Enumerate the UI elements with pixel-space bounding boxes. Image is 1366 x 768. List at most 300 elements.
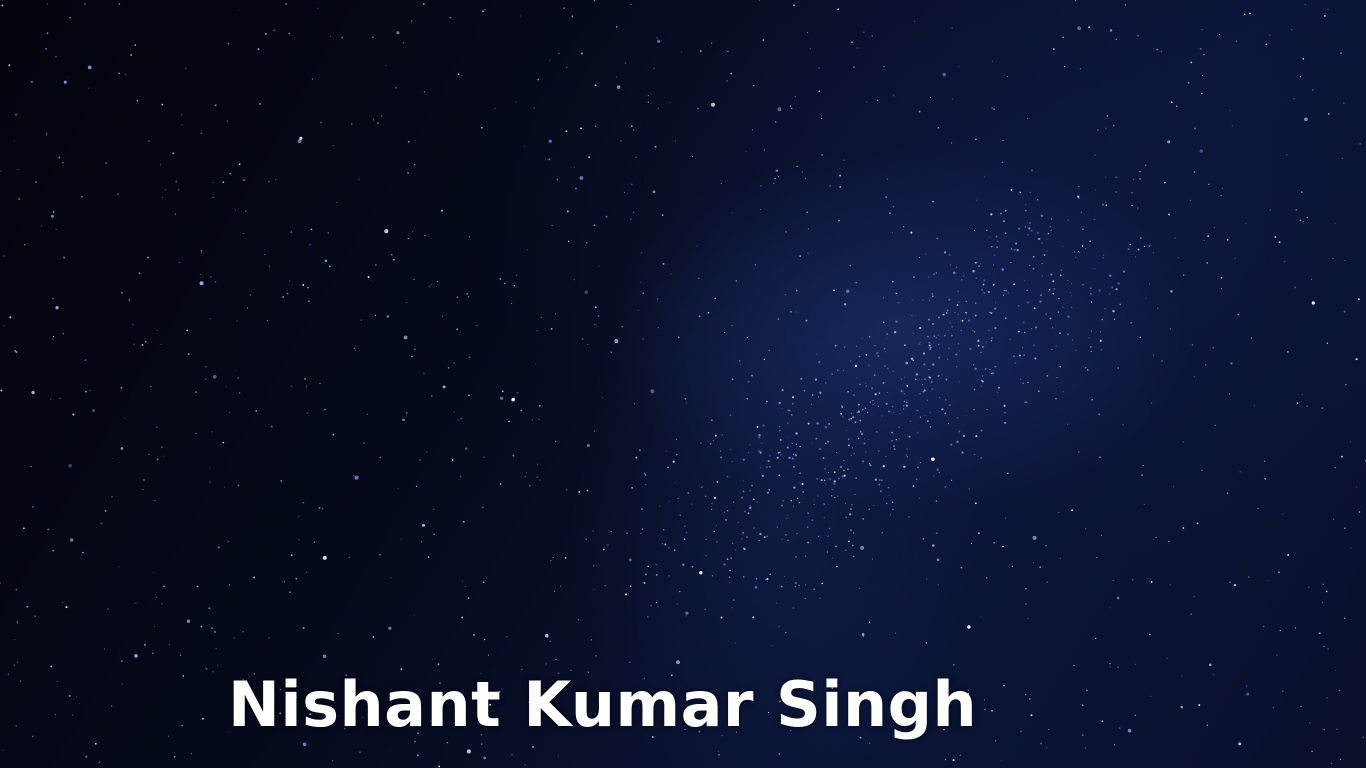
star: [1221, 277, 1223, 279]
star: [1109, 275, 1111, 277]
star: [1208, 184, 1209, 185]
star: [984, 699, 985, 700]
star: [952, 28, 953, 29]
star: [249, 294, 251, 296]
star: [924, 415, 925, 416]
star: [927, 400, 928, 401]
star: [932, 295, 934, 297]
star: [969, 348, 971, 350]
star: [1144, 504, 1145, 505]
star: [931, 458, 935, 462]
star: [805, 178, 806, 179]
star: [1046, 581, 1047, 582]
star: [247, 307, 248, 308]
star: [1097, 129, 1099, 131]
star: [928, 318, 930, 320]
star: [887, 338, 888, 339]
star: [57, 681, 58, 682]
star: [957, 290, 959, 292]
star: [835, 545, 837, 547]
star: [878, 392, 880, 394]
star: [180, 655, 181, 656]
star: [1066, 284, 1067, 285]
star: [948, 330, 949, 331]
star: [322, 508, 324, 510]
star: [778, 474, 780, 476]
star: [829, 185, 831, 187]
star: [280, 480, 282, 482]
star: [118, 72, 120, 74]
star: [414, 164, 415, 165]
star: [905, 362, 908, 365]
star: [827, 441, 829, 443]
star: [654, 68, 655, 69]
star: [994, 254, 996, 256]
star: [879, 479, 881, 481]
star: [910, 232, 912, 234]
star: [1091, 330, 1092, 331]
star: [790, 106, 791, 107]
star: [782, 389, 784, 391]
star: [856, 282, 857, 283]
star: [1311, 279, 1312, 280]
star: [1045, 313, 1047, 315]
star: [1053, 48, 1055, 50]
star: [32, 736, 34, 738]
star: [414, 614, 415, 615]
star: [958, 66, 959, 67]
star: [890, 412, 891, 413]
star: [936, 500, 938, 502]
star: [1100, 331, 1101, 332]
star: [874, 345, 875, 346]
star: [984, 176, 985, 177]
star: [730, 557, 732, 559]
star: [100, 523, 102, 525]
star: [1022, 347, 1023, 348]
star: [1042, 275, 1043, 276]
star: [156, 426, 158, 428]
star: [790, 311, 792, 313]
star: [578, 491, 580, 493]
star: [287, 293, 288, 294]
star: [944, 486, 946, 488]
star: [1056, 377, 1057, 378]
star: [195, 391, 196, 392]
star: [956, 267, 958, 269]
star: [819, 448, 821, 450]
star: [886, 503, 888, 505]
star: [85, 391, 87, 393]
star: [0, 583, 1, 584]
star: [1105, 204, 1107, 206]
star: [893, 95, 895, 97]
star: [1035, 326, 1037, 328]
star: [1230, 362, 1232, 364]
star: [862, 409, 864, 411]
star: [306, 572, 307, 573]
star: [873, 505, 874, 506]
star: [1082, 284, 1084, 286]
star: [866, 102, 867, 103]
star: [1205, 364, 1206, 365]
star: [815, 438, 817, 440]
star: [850, 508, 852, 510]
star: [756, 502, 757, 503]
star: [1207, 724, 1209, 726]
star: [1027, 118, 1028, 119]
star: [956, 366, 957, 367]
star: [342, 37, 344, 39]
star: [684, 538, 686, 540]
star: [483, 757, 486, 760]
star: [1142, 465, 1143, 466]
star: [862, 460, 864, 462]
star: [1011, 248, 1013, 250]
star: [884, 365, 886, 367]
star: [52, 298, 54, 300]
star: [932, 544, 935, 547]
star: [966, 312, 967, 313]
star: [751, 375, 753, 377]
star: [1020, 192, 1021, 193]
star: [1160, 51, 1162, 53]
star: [47, 3, 48, 4]
star: [852, 545, 853, 546]
star: [775, 121, 777, 123]
star: [764, 536, 766, 538]
star: [927, 336, 929, 338]
star: [922, 300, 923, 301]
star: [593, 224, 595, 226]
star: [565, 557, 567, 559]
star: [215, 104, 217, 106]
star: [995, 302, 996, 303]
star: [566, 489, 567, 490]
star: [417, 754, 419, 756]
star: [1099, 456, 1101, 458]
star: [669, 102, 670, 103]
star: [741, 497, 743, 499]
star: [824, 480, 825, 481]
star: [773, 183, 774, 184]
star: [351, 123, 352, 124]
star: [739, 360, 741, 362]
star: [992, 372, 994, 374]
star: [205, 379, 207, 381]
star: [759, 0, 760, 1]
star: [931, 347, 933, 349]
star: [402, 419, 405, 422]
star: [135, 603, 136, 604]
star: [749, 507, 751, 509]
star: [1206, 262, 1208, 264]
star: [925, 254, 926, 255]
star: [812, 443, 813, 444]
star: [883, 66, 885, 68]
star: [1246, 693, 1249, 696]
star: [848, 438, 850, 440]
star: [846, 517, 847, 518]
star: [1062, 307, 1063, 308]
star: [132, 324, 134, 326]
star: [944, 413, 946, 415]
star: [148, 454, 149, 455]
star: [1302, 394, 1303, 395]
star: [291, 554, 293, 556]
star: [35, 181, 37, 183]
star: [922, 538, 924, 540]
star: [885, 351, 886, 352]
star: [367, 414, 368, 415]
star: [697, 108, 698, 109]
star: [594, 431, 595, 432]
star: [952, 98, 953, 99]
star: [1102, 204, 1104, 206]
star: [645, 474, 647, 476]
star: [760, 209, 761, 210]
star: [593, 565, 594, 566]
star: [978, 265, 980, 267]
star: [416, 486, 417, 487]
star: [799, 472, 801, 474]
star: [512, 754, 513, 755]
star: [776, 169, 779, 172]
star: [72, 414, 74, 416]
star: [691, 503, 692, 504]
star: [874, 403, 875, 404]
star: [946, 312, 948, 314]
star: [536, 476, 538, 478]
star: [411, 20, 412, 21]
star: [1012, 566, 1013, 567]
star: [766, 401, 767, 402]
star: [1344, 617, 1345, 618]
star: [1060, 274, 1062, 276]
star: [749, 490, 751, 492]
star: [161, 344, 162, 345]
star: [1229, 393, 1230, 394]
star: [975, 502, 977, 504]
star: [889, 212, 891, 214]
star: [289, 591, 291, 593]
star: [161, 447, 162, 448]
star: [1063, 391, 1064, 392]
star: [1134, 714, 1136, 716]
star: [941, 408, 943, 410]
star: [893, 445, 895, 447]
star: [481, 743, 483, 745]
star: [304, 378, 305, 379]
star: [948, 254, 950, 256]
star: [591, 639, 592, 640]
star: [742, 532, 744, 534]
star: [956, 441, 958, 443]
star: [212, 182, 213, 183]
star: [1131, 192, 1132, 193]
star: [920, 462, 921, 463]
star: [630, 219, 631, 220]
star: [1089, 337, 1090, 338]
star: [1044, 254, 1046, 256]
star: [807, 253, 808, 254]
star: [1339, 690, 1340, 691]
star: [908, 516, 910, 518]
star: [222, 181, 224, 183]
star: [720, 450, 721, 451]
star: [209, 467, 210, 468]
star: [1114, 744, 1115, 745]
star: [727, 80, 728, 81]
star: [936, 337, 937, 338]
star: [1219, 34, 1220, 35]
star: [2, 750, 3, 751]
star: [911, 315, 912, 316]
star: [939, 472, 940, 473]
star: [947, 310, 949, 312]
star: [657, 40, 660, 43]
star: [1051, 218, 1052, 219]
star: [1359, 511, 1361, 513]
star: [1010, 262, 1011, 263]
star: [1115, 191, 1117, 193]
star: [176, 181, 177, 182]
star: [856, 346, 857, 347]
star: [983, 292, 985, 294]
star: [1052, 293, 1054, 295]
star: [557, 179, 558, 180]
star: [898, 438, 900, 440]
star: [1074, 251, 1075, 252]
star: [1229, 581, 1231, 583]
star: [870, 401, 872, 403]
star: [1194, 128, 1196, 130]
star: [1014, 249, 1016, 251]
star: [154, 572, 155, 573]
star: [361, 320, 362, 321]
star: [769, 466, 771, 468]
star: [901, 390, 903, 392]
star: [1269, 35, 1270, 36]
star: [708, 312, 710, 314]
star: [963, 435, 965, 437]
star: [990, 213, 992, 215]
star: [585, 290, 588, 293]
star: [972, 270, 974, 272]
star: [753, 527, 755, 529]
star: [991, 107, 993, 109]
star: [991, 246, 993, 248]
star: [858, 404, 860, 406]
star: [856, 377, 857, 378]
star: [145, 341, 147, 343]
star: [951, 142, 952, 143]
star: [730, 73, 732, 75]
star: [1037, 232, 1039, 234]
star: [685, 615, 686, 616]
star: [1067, 315, 1069, 317]
star: [899, 413, 900, 414]
star: [1322, 602, 1323, 603]
star: [200, 281, 204, 285]
star: [1221, 288, 1222, 289]
star: [823, 503, 824, 504]
star: [1086, 689, 1088, 691]
star: [894, 448, 895, 449]
star: [582, 338, 584, 340]
star: [558, 53, 560, 55]
star: [209, 608, 210, 609]
star: [995, 740, 996, 741]
star: [795, 582, 797, 584]
star: [779, 402, 781, 404]
star: [1340, 52, 1342, 54]
star: [1342, 158, 1343, 159]
star: [860, 430, 862, 432]
star: [333, 145, 334, 146]
star: [930, 426, 932, 428]
star: [51, 215, 54, 218]
star: [938, 357, 940, 359]
star: [798, 584, 800, 586]
star: [733, 502, 734, 503]
star: [666, 451, 667, 452]
star: [769, 573, 771, 575]
star: [991, 340, 993, 342]
star: [812, 394, 814, 396]
star: [165, 189, 167, 191]
star: [586, 539, 588, 541]
star: [953, 272, 955, 274]
star: [936, 532, 938, 534]
star: [986, 230, 987, 231]
star: [134, 654, 137, 657]
star: [846, 289, 849, 292]
star: [238, 485, 240, 487]
star: [1148, 245, 1150, 247]
star: [1109, 666, 1110, 667]
star: [722, 434, 723, 435]
star: [736, 280, 738, 282]
star: [1327, 648, 1329, 650]
star: [310, 244, 312, 246]
star: [713, 440, 714, 441]
star: [441, 210, 443, 212]
star: [950, 444, 952, 446]
star: [834, 497, 835, 498]
star: [715, 298, 717, 300]
star: [121, 660, 123, 662]
star: [923, 391, 925, 393]
star: [881, 479, 883, 481]
star: [545, 634, 548, 637]
star: [88, 88, 89, 89]
star: [978, 532, 980, 534]
star: [1335, 670, 1336, 671]
star: [216, 648, 217, 649]
star: [792, 403, 794, 405]
star: [813, 500, 814, 501]
star: [545, 663, 547, 665]
star: [851, 41, 853, 43]
star: [397, 488, 398, 489]
star: [1155, 536, 1157, 538]
star: [786, 518, 787, 519]
star: [408, 141, 410, 143]
star: [768, 460, 770, 462]
star: [866, 354, 868, 356]
star: [780, 439, 782, 441]
